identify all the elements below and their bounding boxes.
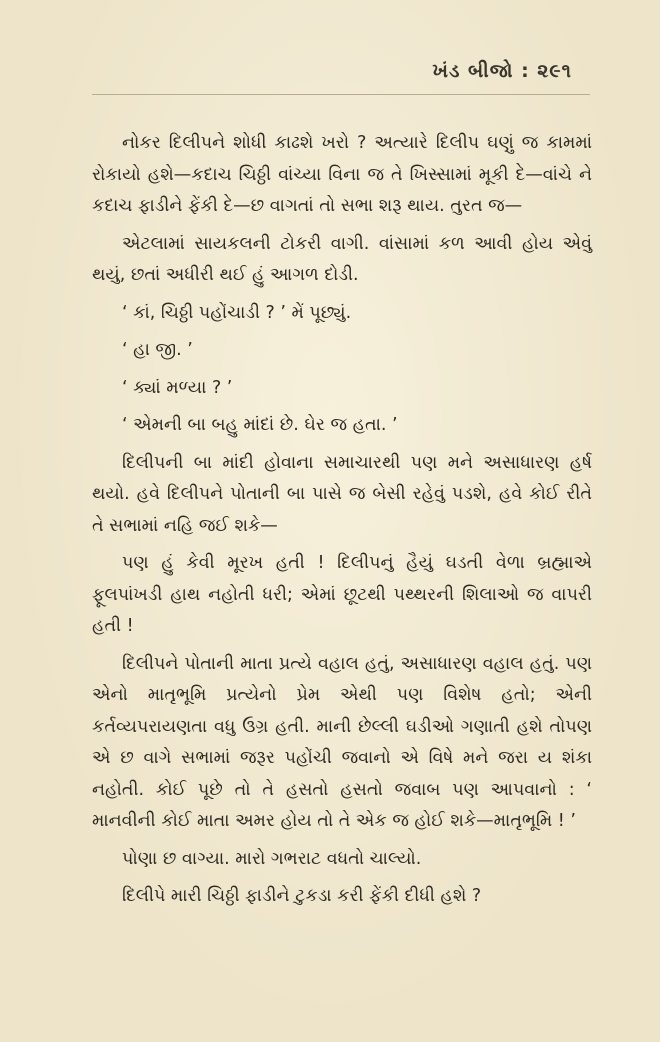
paragraph: દિલીપને પોતાની માતા પ્રત્યે વહાલ હતું, અસાધારણ વહાલ હતું. પણ એનો માતૃભૂમિ પ્રત્યેનો પ્રેમ એથી પણ વિશેષ હતો; એની કર્તવ્યપરાયણતા વધુ ઉગ્ર હતી. માની છેલ્લી ઘડીઓ ગણાતી હશે તોપણ એ છ વાગે સભામાં જરૂર પહોંચી જવાનો એ વિષે મને જરા ય શંકા નહોતી. કોઈ પૂછે તો તે હસતો હસતો જવાબ પણ આપવાનો : ‘ માનવીની કોઈ માતા અમર હોય તો તે એક જ હોઈ શકે—માતૃભૂમિ ! ’	[92, 653, 592, 831]
paragraph: દિલીપની બા માંદી હોવાના સમાચારથી પણ મને અસાધારણ હર્ષ થયો. હવે દિલીપને પોતાની બા પાસે જ બેસી રહેવું પડશે, હવે કોઈ રીતે તે સભામાં નહિ જઈ શકે—	[92, 452, 592, 536]
dialogue-line: ‘ એમની બા બહુ માંદાં છે. ઘેર જ હતા. ’	[122, 415, 398, 435]
dialogue-line: ‘ કાં, ચિઠ્ઠી પહોંચાડી ? ’ મેં પૂછ્યું.	[122, 302, 352, 323]
paragraph: પોણા છ વાગ્યા. મારો ગભરાટ વધતો ચાલ્યો.	[122, 848, 422, 869]
header-rule	[92, 94, 590, 95]
paragraph: દિલીપે મારી ચિઠ્ઠી ફાડીને ટુકડા કરી ફેંકી દીધી હશે ?	[122, 886, 482, 906]
paragraph: એટલામાં સાયકલની ટોકરી વાગી. વાંસામાં કળ આવી હોય એવું થયું, છતાં અધીરી થઈ હું આગળ દોડી.	[92, 233, 592, 285]
paragraph: નોકર દિલીપને શોધી કાઢશે ખરો ? અત્યારે દિલીપ ઘણું જ કામમાં રોકાયો હશે—કદાચ ચિઠ્ઠી વાંચ્યા વિના જ તે ખિસ્સામાં મૂકી દે—વાંચે ને કદાચ ફાડીને ફેંકી દે—છ વાગતાં તો સભા શરૂ થાય. તુરત જ—	[92, 133, 592, 216]
dialogue-line: ‘ હા જી. ’	[122, 340, 193, 360]
running-head: ખંડ બીજો : ૨૯૧	[432, 60, 572, 82]
paragraph: પણ હું કેવી મૂરખ હતી ! દિલીપનું હૈયું ઘડતી વેળા બ્રહ્માએ ફૂલપાંખડી હાથ નહોતી ધરી; એમાં છૂટથી પથ્થરની શિલાઓ જ વાપરી હતી !	[92, 553, 592, 636]
dialogue-line: ‘ ક્યાં મળ્યા ? ’	[122, 377, 233, 398]
body-text	[92, 128, 592, 919]
